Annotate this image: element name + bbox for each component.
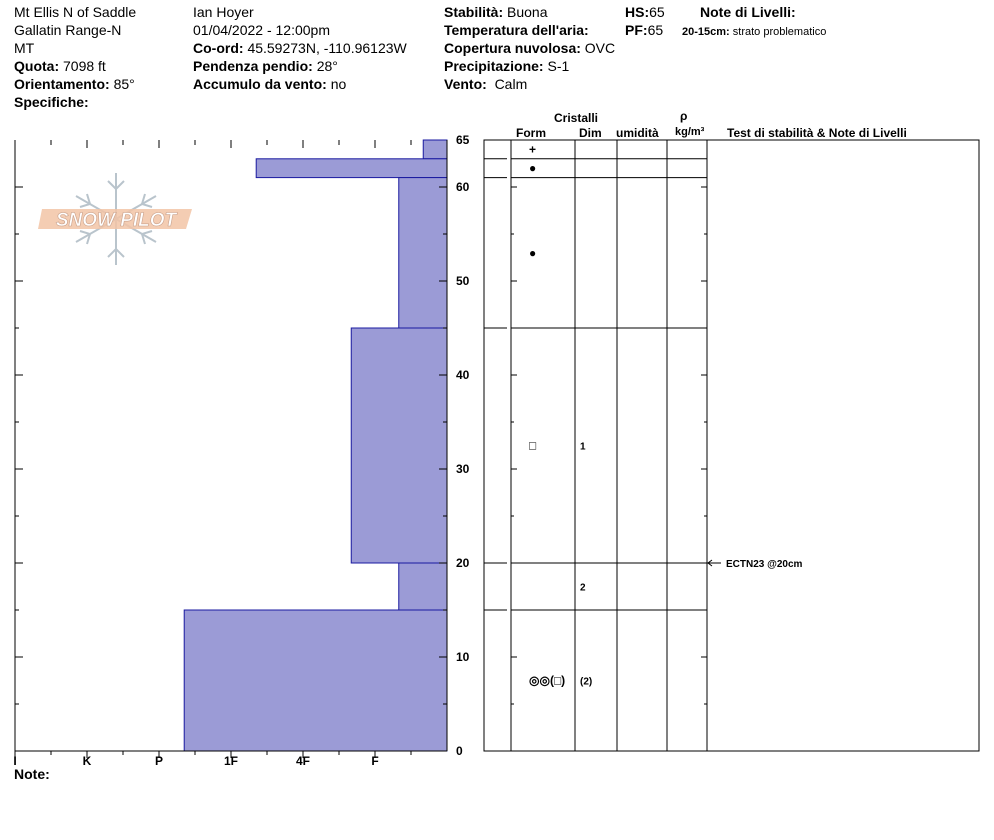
- x-tick-label-I: I: [13, 754, 17, 768]
- grain-form-2: ●: [529, 245, 537, 260]
- air-temperature-label: Temperatura dell'aria:: [444, 22, 589, 38]
- grain-size-4: 2: [580, 582, 586, 594]
- tests-header: Test di stabilità & Note di Livelli: [727, 126, 907, 140]
- wind-loading: Accumulo da vento: no: [193, 76, 347, 92]
- layer-notes-label: Note di Livelli:: [700, 4, 796, 20]
- x-tick-label-1F: 1F: [223, 754, 239, 768]
- form-header: Form: [516, 126, 546, 140]
- elevation: Quota: 7098 ft: [14, 58, 106, 74]
- y-tick-label-65: 65: [456, 133, 470, 147]
- grain-form-5: ◎◎(□): [529, 673, 566, 688]
- x-tick-label-F: F: [371, 754, 379, 768]
- observer-name: Ian Hoyer: [193, 4, 254, 20]
- observation-datetime: 01/04/2022 - 12:00pm: [193, 22, 330, 38]
- stability: Stabilità: Buona: [444, 4, 548, 20]
- specifics-label: Specifiche:: [14, 94, 89, 110]
- density-unit-header: kg/m³: [675, 126, 705, 138]
- layer-note: 20-15cm: strato problematico: [682, 26, 827, 38]
- stability-test-0: ECTN23 @20cm: [726, 559, 803, 570]
- moisture-header: umidità: [616, 126, 659, 140]
- wind: Vento: Calm: [444, 76, 528, 92]
- y-tick-label-40: 40: [456, 368, 470, 382]
- logo-text: SNOW PILOT: [55, 210, 177, 231]
- grain-size-3: 1: [580, 441, 586, 453]
- y-tick-label-10: 10: [456, 650, 470, 664]
- table-frame: [484, 140, 979, 751]
- location-name: Mt Ellis N of Saddle: [14, 4, 137, 20]
- y-tick-label-20: 20: [456, 556, 470, 570]
- coordinates: Co-ord: 45.59273N, -110.96123W: [193, 40, 407, 56]
- slope-angle: Pendenza pendio: 28°: [193, 58, 338, 74]
- y-tick-label-60: 60: [456, 180, 470, 194]
- notes-label: Note:: [14, 766, 50, 782]
- precipitation: Precipitazione: S-1: [444, 58, 570, 74]
- size-header: Dim: [579, 126, 602, 140]
- density-symbol-header: ρ: [680, 109, 688, 123]
- x-tick-label-P: P: [154, 754, 164, 768]
- penetration-foot: PF:65: [625, 22, 664, 38]
- aspect: Orientamento: 85°: [14, 76, 135, 92]
- x-tick-label-4F: 4F: [295, 754, 311, 768]
- grain-form-0: +: [529, 142, 537, 157]
- range-name: Gallatin Range-N: [14, 22, 122, 38]
- x-tick-label-K: K: [82, 754, 92, 768]
- snow-height: HS:65: [625, 4, 665, 20]
- y-tick-label-0: 0: [456, 744, 463, 758]
- cloud-cover: Copertura nuvolosa: OVC: [444, 40, 616, 56]
- crystals-header: Cristalli: [554, 111, 599, 125]
- grain-form-3: □: [529, 438, 537, 453]
- y-tick-label-30: 30: [456, 462, 470, 476]
- state-name: MT: [14, 40, 35, 56]
- grain-form-1: ●: [529, 161, 537, 176]
- grain-size-5: (2): [580, 676, 593, 688]
- y-tick-label-50: 50: [456, 274, 470, 288]
